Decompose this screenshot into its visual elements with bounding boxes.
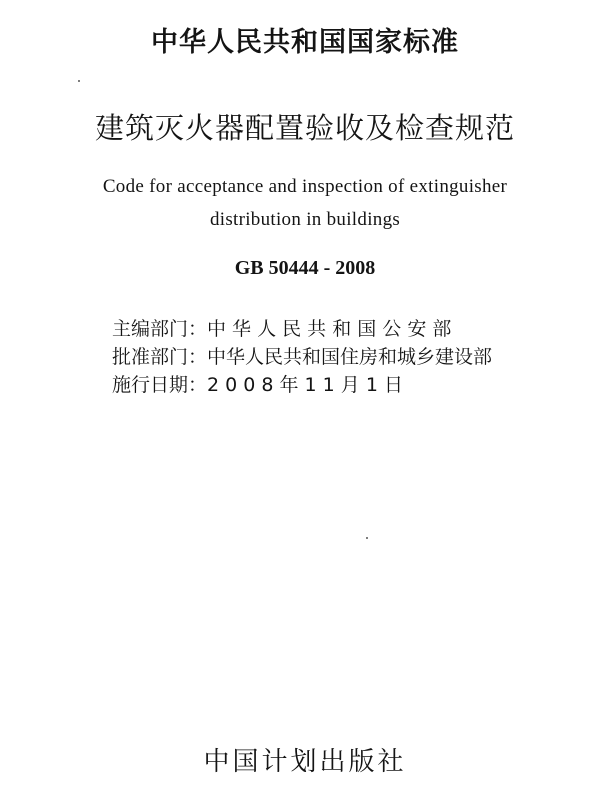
standard-category-heading: 中华人民共和国国家标准 xyxy=(151,27,459,58)
approving-department: 批准部门：中华人民共和国住房和城乡建设部 xyxy=(112,346,493,368)
english-title-line-2: distribution in buildings xyxy=(209,209,401,230)
english-title-line-1: Code for acceptance and inspection of extinguisher xyxy=(102,176,508,197)
effective-date: 施行日期：2 0 0 8 年 1 1 月 1 日 xyxy=(112,374,403,396)
standard-code: GB 50444 - 2008 xyxy=(234,257,376,279)
editing-department: 主编部门：中 华 人 民 共 和 国 公 安 部 xyxy=(112,318,452,340)
document-title-english xyxy=(0,170,610,236)
scan-speck xyxy=(366,537,368,539)
scan-speck xyxy=(78,80,80,82)
publisher-name: 中国计划出版社 xyxy=(203,747,407,777)
publication-info xyxy=(112,315,492,399)
document-title-chinese: 建筑灭火器配置验收及检查规范 xyxy=(94,111,515,145)
